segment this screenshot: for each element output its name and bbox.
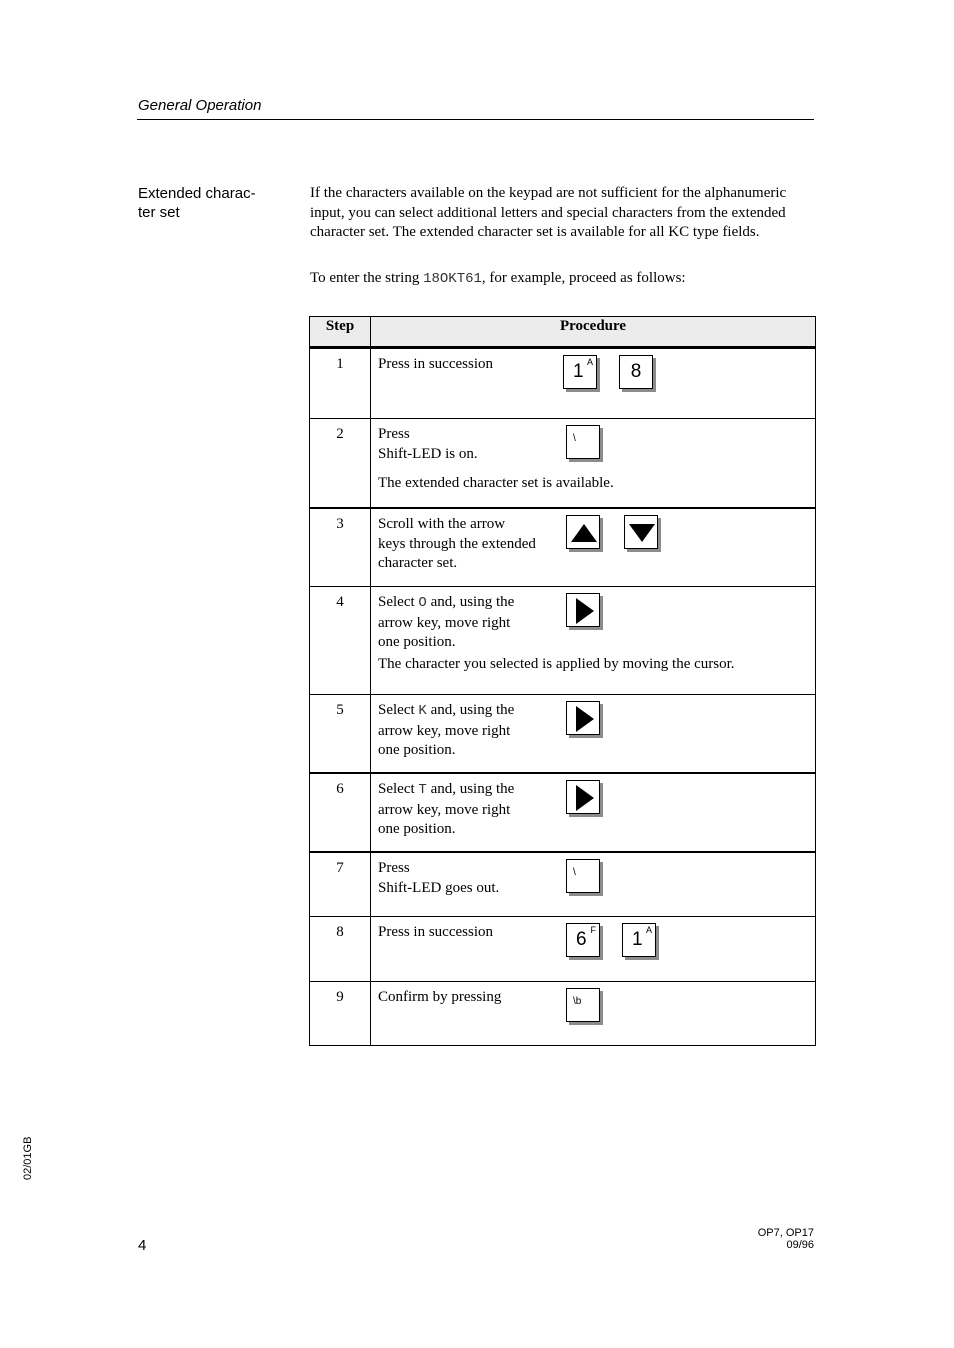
step-number: 8 (310, 917, 371, 982)
table-row (310, 695, 816, 774)
footer-product: OP7, OP17 (757, 1227, 814, 1239)
table-row (310, 419, 816, 509)
key-group (566, 780, 600, 814)
procedure-line (378, 780, 548, 801)
procedure-text (378, 923, 548, 943)
key-8 (619, 355, 653, 389)
procedure-line: keys through the extended (378, 535, 536, 552)
key-1-a (563, 355, 597, 389)
procedure-line-pre: Select (378, 702, 419, 718)
procedure-cell (371, 419, 816, 509)
col-step-header: Step (310, 317, 371, 348)
intro-paragraph: If the characters available on the keypad are not sufficient for the alphanumeric input, you can select additional letters and special characters from the extended character set. The extended character set is available for all KC type fields. (310, 185, 787, 240)
key-group (566, 988, 600, 1022)
procedure-cell (371, 348, 816, 419)
shift-key (566, 859, 600, 893)
procedure-line-pre: Select (378, 594, 419, 610)
procedure-line: Scroll with the arrow (378, 516, 506, 532)
procedure-cell (371, 587, 816, 695)
procedure-line: one position. (378, 634, 456, 650)
up-arrow-icon (571, 524, 597, 542)
step-number: 7 (310, 852, 371, 917)
procedure-text (378, 425, 548, 464)
procedure-line: Press in succession (378, 924, 493, 940)
procedure-cell (371, 773, 816, 852)
example-suffix: , for example, proceed as follows: (481, 270, 686, 286)
right-arrow-icon (576, 706, 594, 732)
step-number: 4 (310, 587, 371, 695)
key-main-label: 6 (576, 929, 587, 950)
procedure-line: arrow key, move right (378, 722, 511, 739)
key-1-a (622, 923, 656, 957)
footer-date: 09/96 (786, 1239, 814, 1251)
procedure-line: one position. (378, 742, 456, 758)
procedure-line (378, 593, 548, 614)
step-number: 2 (310, 419, 371, 509)
procedure-line (378, 701, 548, 722)
margin-code: 02/01GB (22, 1136, 34, 1180)
procedure-line: Shift-LED is on. (378, 445, 478, 462)
shift-key (566, 425, 600, 459)
procedure-cell (371, 695, 816, 774)
table-row (310, 982, 816, 1046)
key-group (566, 425, 600, 459)
right-arrow-key (566, 593, 600, 627)
table-row (310, 852, 816, 917)
procedure-line: arrow key, move right (378, 801, 511, 818)
table-header-row (310, 317, 816, 348)
side-heading-line2: ter set (138, 204, 180, 221)
table-row (310, 773, 816, 852)
right-arrow-icon (576, 598, 594, 624)
procedure-line-post: and, using the (426, 702, 515, 718)
step-number: 9 (310, 982, 371, 1046)
procedure-line-post: and, using the (426, 781, 515, 797)
procedure-line: Press (378, 860, 410, 876)
key-small-label: \ (573, 867, 576, 878)
running-header: General Operation (138, 97, 262, 114)
key-small-label: \b (573, 996, 582, 1007)
key-group (566, 593, 600, 627)
up-arrow-key (566, 515, 600, 549)
key-group (566, 701, 600, 735)
procedure-text (378, 988, 548, 1008)
procedure-text (378, 355, 548, 375)
key-main-label: 8 (630, 361, 642, 382)
page-number: 4 (138, 1237, 147, 1254)
procedure-cell (371, 982, 816, 1046)
procedure-cell (371, 852, 816, 917)
key-main-label: 1 (573, 361, 584, 382)
example-paragraph (310, 269, 810, 290)
procedure-line-post: and, using the (426, 594, 515, 610)
procedure-line: character set. (378, 555, 458, 571)
down-arrow-icon (629, 524, 655, 542)
header-rule (137, 119, 814, 120)
procedure-text (378, 859, 548, 898)
col-procedure-header: Procedure (371, 317, 816, 348)
procedure-line: arrow key, move right (378, 614, 511, 631)
procedure-text (378, 780, 548, 840)
procedure-cell (371, 508, 816, 587)
procedure-line: one position. (378, 821, 456, 837)
table-row (310, 348, 816, 419)
procedure-cell (371, 917, 816, 982)
right-arrow-icon (576, 785, 594, 811)
selected-char: T (418, 782, 427, 798)
key-sup-label: F (590, 925, 596, 935)
procedure-line-pre: Select (378, 781, 419, 797)
footer-product-info (758, 1227, 814, 1251)
key-sup-label: A (645, 925, 652, 935)
selected-char: O (418, 595, 427, 611)
right-arrow-key (566, 701, 600, 735)
procedure-line: Shift-LED goes out. (378, 879, 500, 896)
key-group (566, 923, 656, 957)
side-heading-line1: Extended charac- (138, 185, 256, 202)
right-arrow-key (566, 780, 600, 814)
procedure-line: Press in succession (378, 356, 493, 372)
key-6-f (566, 923, 600, 957)
table-row (310, 508, 816, 587)
procedure-text (378, 593, 548, 653)
enter-key (566, 988, 600, 1022)
procedure-text (378, 701, 548, 761)
procedure-note: The extended character set is available. (378, 475, 614, 491)
key-group (563, 355, 653, 389)
example-string: 18OKT61 (423, 271, 482, 287)
key-main-label: 1 (632, 929, 643, 950)
step-number: 1 (310, 348, 371, 419)
steps-table (309, 316, 816, 1046)
table-row (310, 587, 816, 695)
selected-char: K (418, 703, 427, 719)
example-prefix: To enter the string (310, 270, 424, 286)
step-number: 3 (310, 508, 371, 587)
key-group (566, 515, 658, 549)
procedure-text (378, 515, 548, 574)
down-arrow-key (624, 515, 658, 549)
side-heading (138, 184, 288, 222)
table-row (310, 917, 816, 982)
key-sup-label: A (586, 357, 593, 367)
key-group (566, 859, 600, 893)
step-number: 6 (310, 773, 371, 852)
procedure-line: Press (378, 426, 410, 442)
step-number: 5 (310, 695, 371, 774)
procedure-note: The character you selected is applied by moving the cursor. (378, 656, 735, 672)
key-small-label: \ (573, 433, 576, 444)
procedure-line: Confirm by pressing (378, 989, 502, 1005)
